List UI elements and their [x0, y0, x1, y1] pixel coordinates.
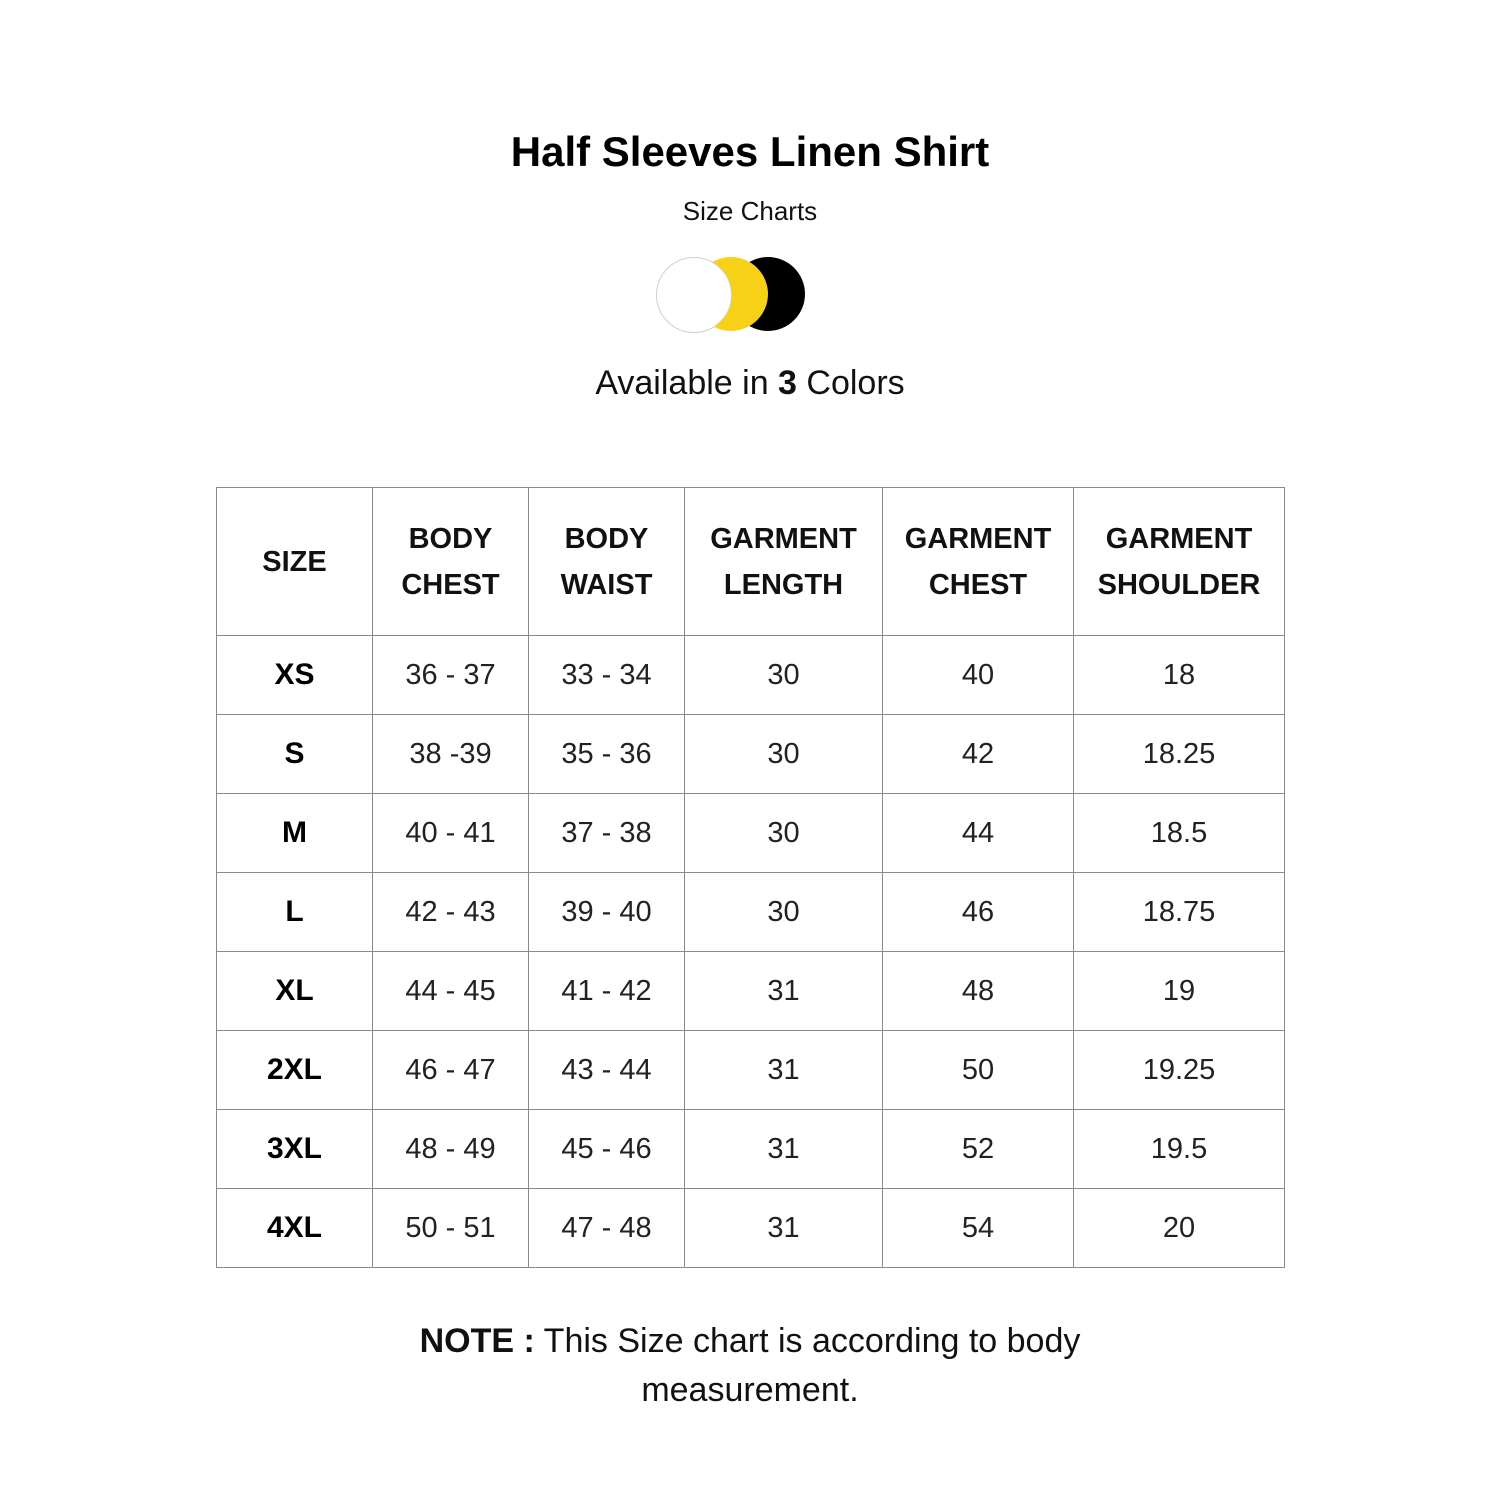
availability-count: 3 — [778, 364, 797, 402]
garment-chest-cell: 52 — [883, 1110, 1074, 1189]
garment-length-cell: 31 — [685, 1189, 883, 1268]
table-row — [217, 952, 1285, 1031]
header-size: SIZE — [217, 488, 373, 636]
table-row — [217, 715, 1285, 794]
header-garment-chest: GARMENT CHEST — [883, 488, 1074, 636]
body-chest-cell: 48 - 49 — [373, 1110, 529, 1189]
garment-chest-cell: 40 — [883, 636, 1074, 715]
color-swatches — [656, 257, 806, 333]
body-waist-cell: 47 - 48 — [529, 1189, 685, 1268]
header-body-chest: BODY CHEST — [373, 488, 529, 636]
size-cell: 3XL — [217, 1110, 373, 1189]
page-title: Half Sleeves Linen Shirt — [510, 128, 990, 175]
body-chest-cell: 36 - 37 — [373, 636, 529, 715]
garment-length-cell: 31 — [685, 1031, 883, 1110]
table-header-row — [217, 488, 1285, 636]
garment-shoulder-cell: 18.25 — [1074, 715, 1285, 794]
garment-length-cell: 31 — [685, 952, 883, 1031]
garment-shoulder-cell: 20 — [1074, 1189, 1285, 1268]
table-row — [217, 1110, 1285, 1189]
garment-length-cell: 30 — [685, 715, 883, 794]
body-chest-cell: 42 - 43 — [373, 873, 529, 952]
garment-shoulder-cell: 19 — [1074, 952, 1285, 1031]
garment-shoulder-cell: 18.5 — [1074, 794, 1285, 873]
color-swatch-white — [656, 257, 732, 333]
garment-chest-cell: 44 — [883, 794, 1074, 873]
body-waist-cell: 37 - 38 — [529, 794, 685, 873]
garment-shoulder-cell: 18 — [1074, 636, 1285, 715]
size-cell: 4XL — [217, 1189, 373, 1268]
body-waist-cell: 39 - 40 — [529, 873, 685, 952]
availability-suffix: Colors — [796, 364, 905, 402]
note-label: NOTE : — [419, 1322, 535, 1360]
table-row — [217, 1189, 1285, 1268]
availability-prefix: Available in — [595, 364, 779, 402]
body-chest-cell: 50 - 51 — [373, 1189, 529, 1268]
size-cell: XS — [217, 636, 373, 715]
header-garment-shoulder: GARMENT SHOULDER — [1074, 488, 1285, 636]
body-waist-cell: 41 - 42 — [529, 952, 685, 1031]
table-row — [217, 1031, 1285, 1110]
body-chest-cell: 46 - 47 — [373, 1031, 529, 1110]
garment-shoulder-cell: 18.75 — [1074, 873, 1285, 952]
header-body-waist: BODY WAIST — [529, 488, 685, 636]
body-chest-cell: 38 -39 — [373, 715, 529, 794]
body-waist-cell: 45 - 46 — [529, 1110, 685, 1189]
table-row — [217, 873, 1285, 952]
body-waist-cell: 33 - 34 — [529, 636, 685, 715]
garment-shoulder-cell: 19.5 — [1074, 1110, 1285, 1189]
garment-length-cell: 30 — [685, 636, 883, 715]
table-row — [217, 636, 1285, 715]
garment-length-cell: 30 — [685, 873, 883, 952]
size-chart-table — [216, 487, 1285, 1268]
size-cell: S — [217, 715, 373, 794]
garment-shoulder-cell: 19.25 — [1074, 1031, 1285, 1110]
body-waist-cell: 35 - 36 — [529, 715, 685, 794]
page-subtitle: Size Charts — [682, 196, 818, 226]
garment-length-cell: 30 — [685, 794, 883, 873]
size-cell: L — [217, 873, 373, 952]
body-waist-cell: 43 - 44 — [529, 1031, 685, 1110]
body-chest-cell: 40 - 41 — [373, 794, 529, 873]
garment-chest-cell: 42 — [883, 715, 1074, 794]
header-garment-length: GARMENT LENGTH — [685, 488, 883, 636]
availability-text — [0, 362, 1500, 404]
garment-chest-cell: 46 — [883, 873, 1074, 952]
table-row — [217, 794, 1285, 873]
size-cell: 2XL — [217, 1031, 373, 1110]
garment-length-cell: 31 — [685, 1110, 883, 1189]
size-cell: XL — [217, 952, 373, 1031]
size-note — [400, 1317, 1100, 1415]
garment-chest-cell: 54 — [883, 1189, 1074, 1268]
note-text: This Size chart is according to body measurement. — [534, 1322, 1081, 1409]
garment-chest-cell: 48 — [883, 952, 1074, 1031]
body-chest-cell: 44 - 45 — [373, 952, 529, 1031]
garment-chest-cell: 50 — [883, 1031, 1074, 1110]
size-cell: M — [217, 794, 373, 873]
